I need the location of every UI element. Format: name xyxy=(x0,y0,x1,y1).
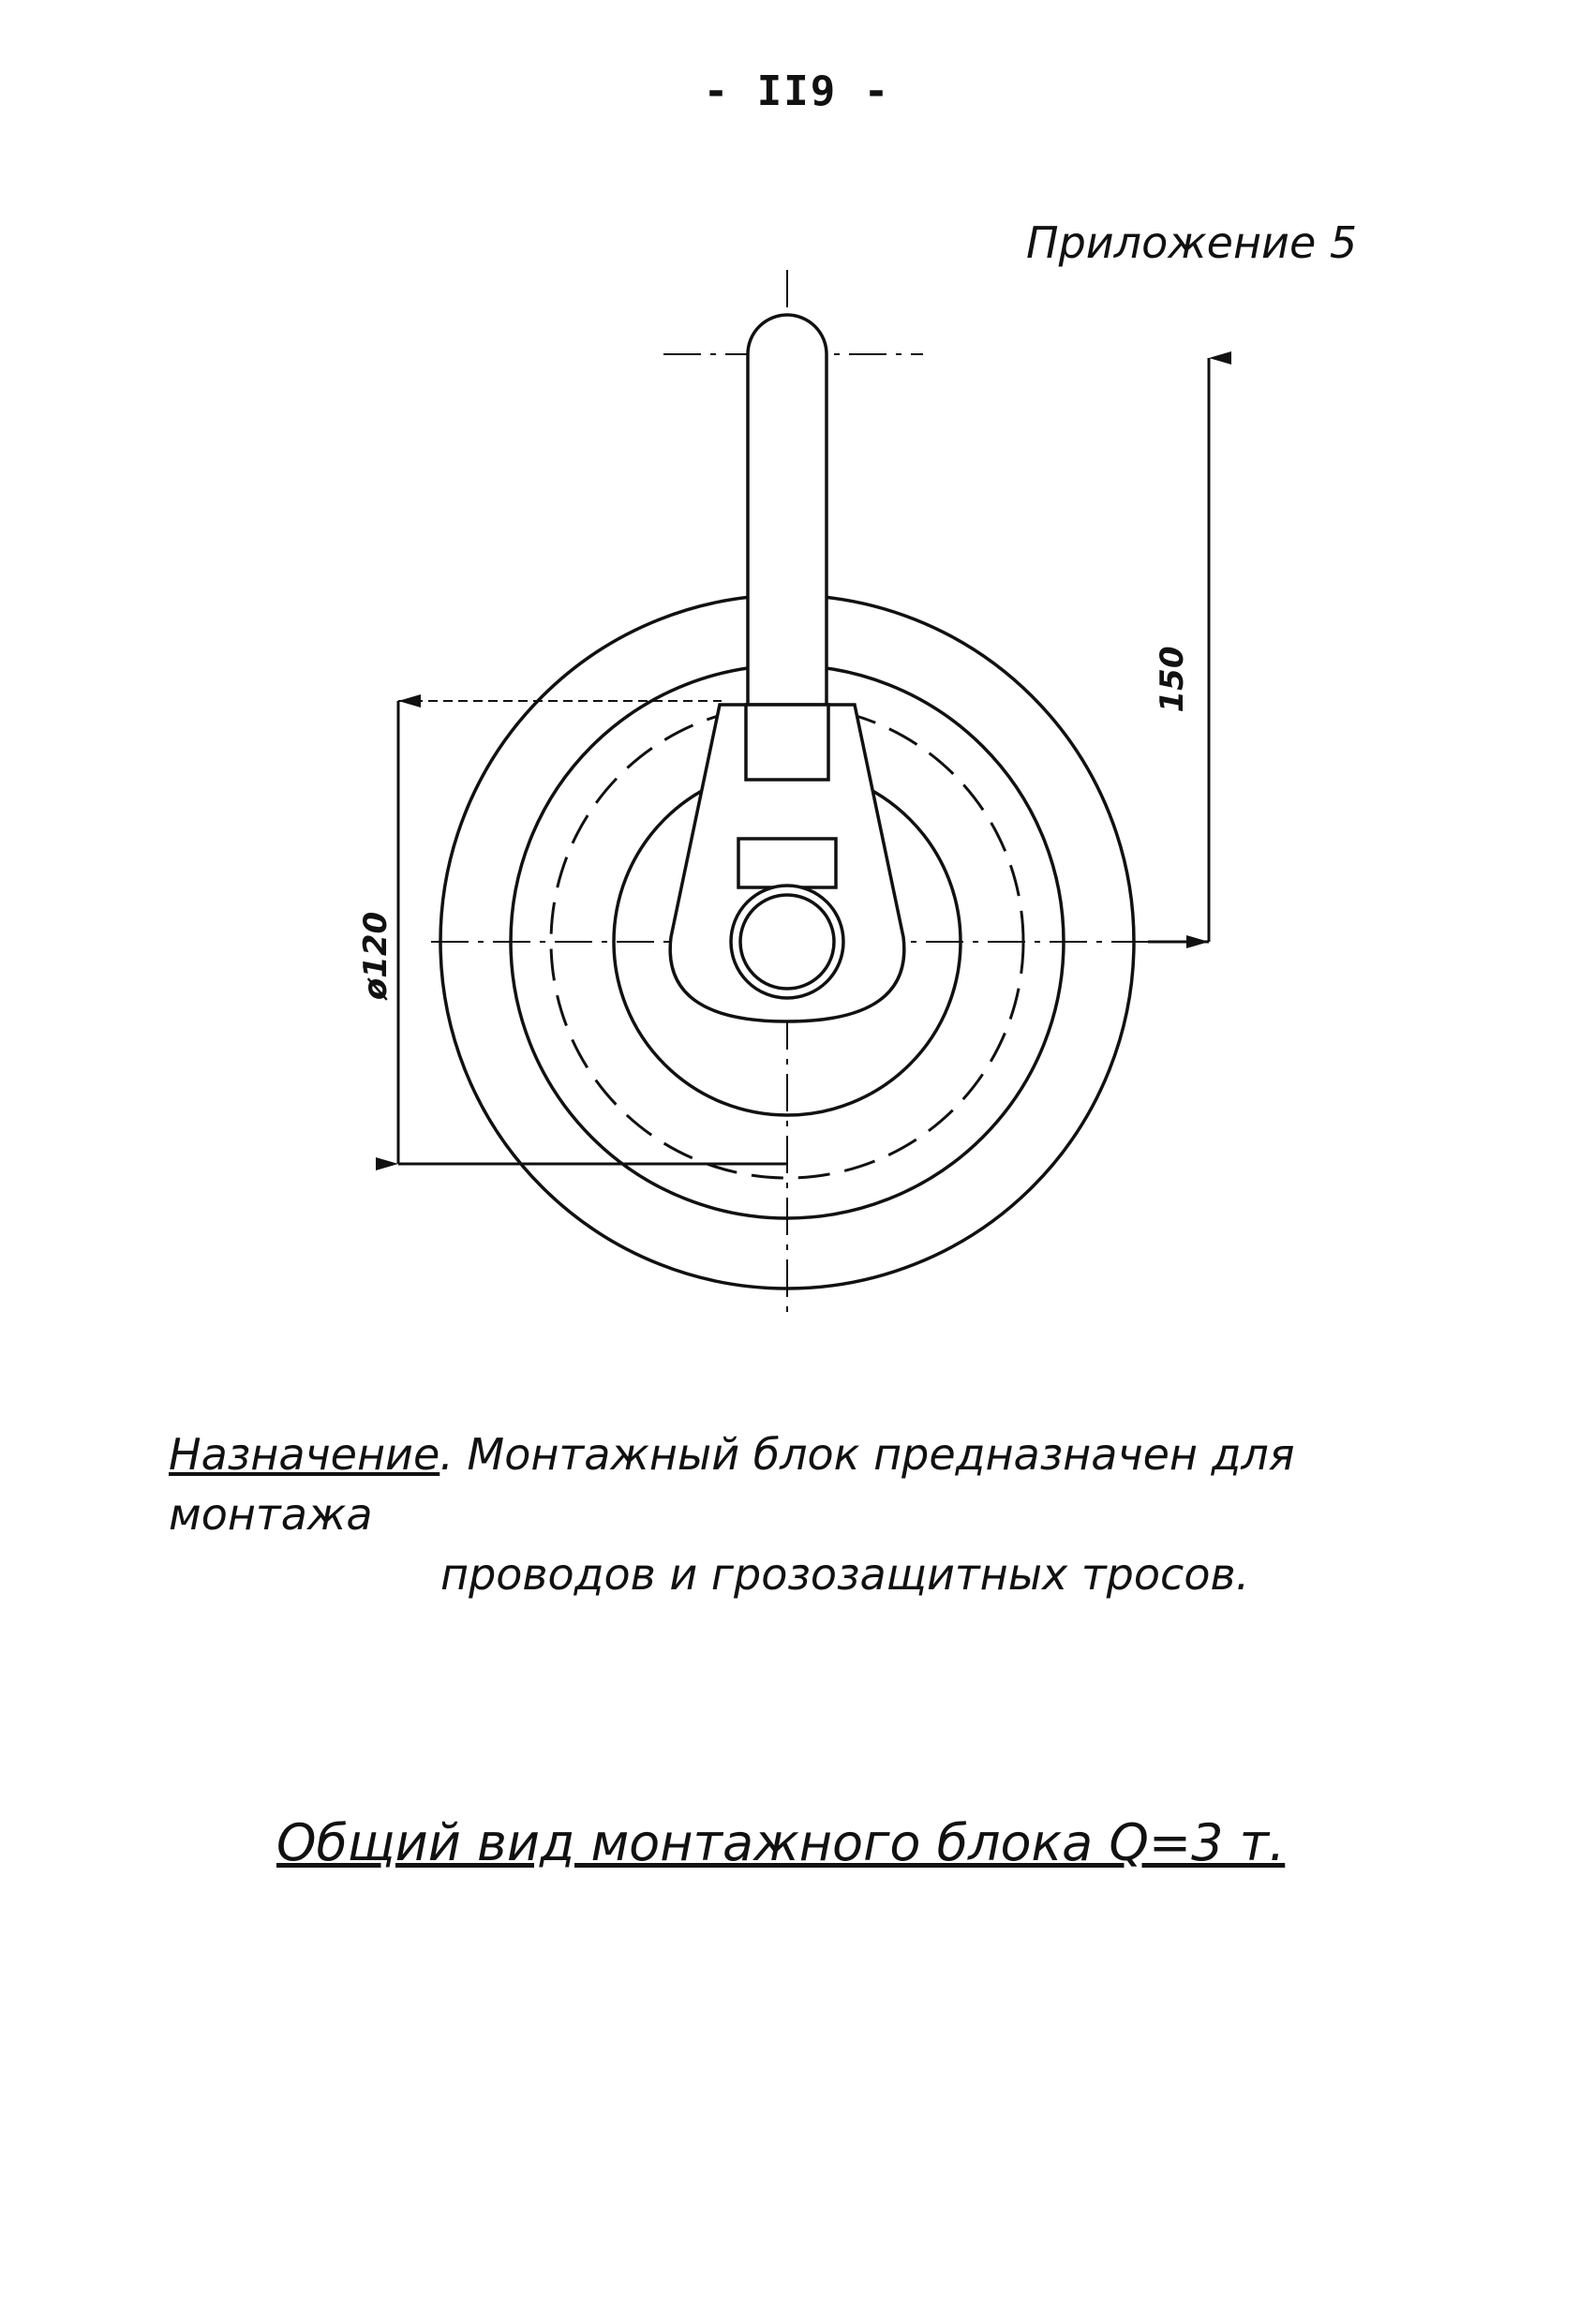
axle-assembly xyxy=(731,839,843,998)
purpose-paragraph xyxy=(169,1424,1443,1604)
purpose-label: Назначение xyxy=(169,1429,440,1480)
appendix-label: Приложение 5 xyxy=(1026,217,1358,268)
purpose-text-line1: . Монтажный блок предназначен для монтажа xyxy=(169,1429,1295,1540)
axle-inner xyxy=(740,895,834,989)
purpose-text-line2: проводов и грозозащитных тросов. xyxy=(440,1549,1250,1600)
drawing-caption: Общий вид монтажного блока Q=3 т. xyxy=(276,1813,1286,1872)
page-number: - II9 - xyxy=(703,67,891,115)
nut xyxy=(738,839,836,887)
dimension-diameter-label: ø120 xyxy=(357,911,395,1001)
dimension-150-label: 150 xyxy=(1154,646,1191,713)
